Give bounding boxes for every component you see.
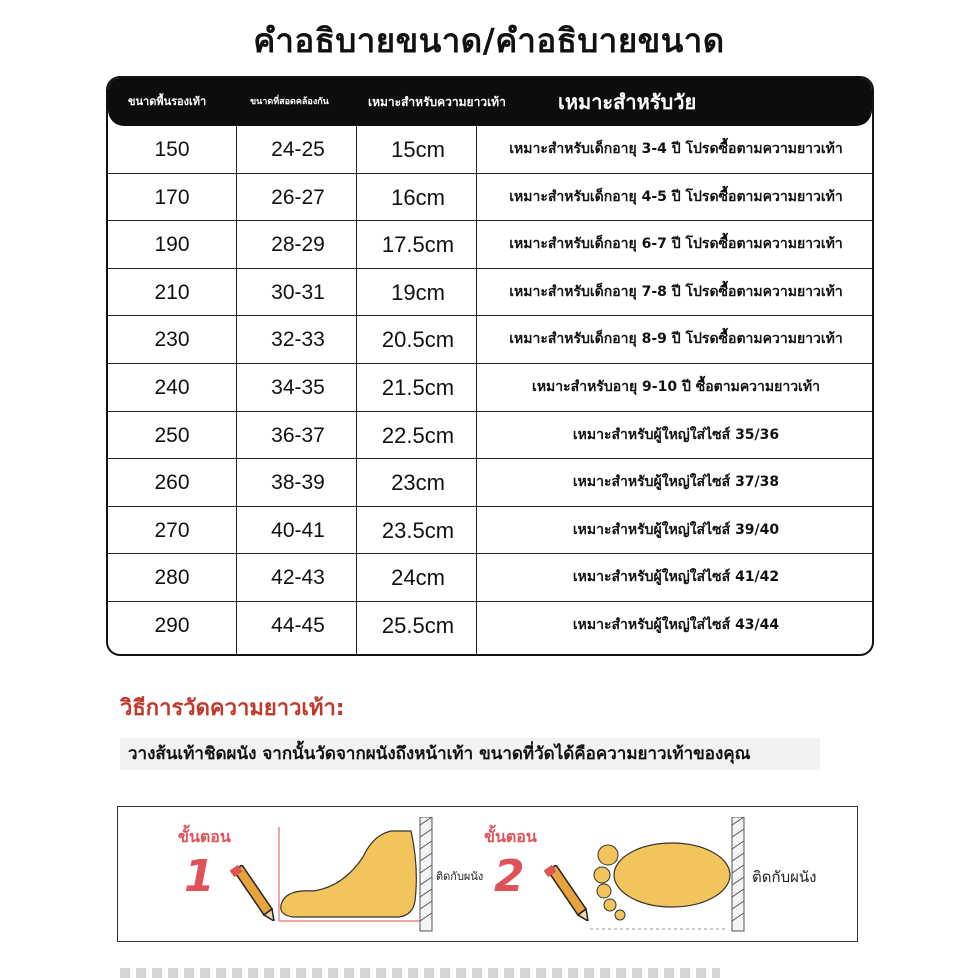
- age-cell: เหมาะสำหรับผู้ใหญ่ใส่ไซส์ 37/38: [572, 474, 780, 491]
- measure-title: วิธีการวัดความยาวเท้า:: [120, 696, 345, 721]
- header-age: เหมาะสำหรับวัย: [558, 90, 697, 114]
- page-title: คำอธิบายขนาด/คำอธิบายขนาด: [253, 21, 725, 60]
- foot-length-cell: 23.5cm: [381, 517, 455, 543]
- age-cell: เหมาะสำหรับผู้ใหญ่ใส่ไซส์ 41/42: [572, 569, 780, 586]
- sole-size-cell: 150: [154, 138, 190, 161]
- eu-size-cell: 30-31: [271, 280, 325, 304]
- age-cell: เหมาะสำหรับเด็กอายุ 6-7 ปี โปรดซื้อตามความยาวเท้า: [509, 236, 843, 253]
- measure-instruction: วางส้นเท้าชิดผนัง จากนั้นวัดจากผนังถึงหน้าเท้า ขนาดที่วัดได้คือความยาวเท้าของคุณ: [120, 738, 820, 770]
- header-sole-size: ขนาดพื้นรองเท้า: [128, 95, 207, 108]
- step1-number: 1: [184, 851, 215, 902]
- foot-length-cell: 20.5cm: [381, 327, 455, 353]
- sole-size-cell: 270: [154, 518, 190, 542]
- eu-size-cell: 34-35: [271, 375, 325, 399]
- age-cell: เหมาะสำหรับเด็กอายุ 4-5 ปี โปรดซื้อตามความยาวเท้า: [509, 188, 843, 205]
- table-row: [108, 126, 872, 174]
- sole-size-cell: 240: [154, 375, 190, 399]
- sole-size-cell: 230: [154, 328, 190, 352]
- pencil-icon: [542, 865, 592, 921]
- eu-size-cell: 26-27: [271, 185, 325, 209]
- header-eu-size: ขนาดที่สอดคล้องกัน: [250, 97, 329, 107]
- eu-size-cell: 28-29: [271, 233, 325, 257]
- foot-length-cell: 17.5cm: [381, 232, 455, 258]
- step2-number: 2: [494, 851, 525, 902]
- step1-label: ขั้นตอน: [178, 827, 231, 846]
- foot-length-cell: 19cm: [391, 279, 445, 305]
- sole-size-cell: 190: [154, 233, 190, 257]
- eu-size-cell: 24-25: [271, 138, 325, 161]
- size-chart-table: [106, 76, 874, 656]
- table-row: [108, 602, 872, 650]
- eu-size-cell: 32-33: [271, 328, 325, 352]
- foot-side-illustration: [273, 817, 433, 937]
- eu-size-cell: 38-39: [271, 471, 325, 495]
- wall-label-1: ติดกับผนัง: [436, 870, 484, 883]
- table-row: [108, 269, 872, 317]
- pencil-icon: [228, 865, 278, 921]
- age-cell: เหมาะสำหรับเด็กอายุ 7-8 ปี โปรดซื้อตามความยาวเท้า: [509, 283, 843, 300]
- wall-icon: [728, 817, 748, 933]
- foot-length-cell: 22.5cm: [381, 422, 455, 448]
- age-cell: เหมาะสำหรับอายุ 9-10 ปี ซื้อตามความยาวเท้า: [532, 378, 820, 395]
- eu-size-cell: 44-45: [271, 613, 325, 637]
- table-header: [108, 78, 872, 126]
- measure-diagram: [117, 806, 858, 942]
- foot-length-cell: 25.5cm: [381, 612, 455, 638]
- table-row: [108, 459, 872, 507]
- table-row: [108, 554, 872, 602]
- table-row: [108, 174, 872, 222]
- age-cell: เหมาะสำหรับผู้ใหญ่ใส่ไซส์ 35/36: [572, 426, 780, 443]
- header-foot-length: เหมาะสำหรับความยาวเท้า: [368, 95, 506, 109]
- wall-icon: [416, 817, 436, 933]
- sole-size-cell: 170: [154, 185, 190, 209]
- table-row: [108, 364, 872, 412]
- cropped-text-line: [120, 968, 720, 978]
- foot-length-cell: 23cm: [391, 470, 445, 496]
- table-row: [108, 221, 872, 269]
- eu-size-cell: 40-41: [271, 518, 325, 542]
- table-row: [108, 316, 872, 364]
- table-row: [108, 507, 872, 555]
- table-row: [108, 412, 872, 460]
- sole-size-cell: 280: [154, 566, 190, 590]
- age-cell: เหมาะสำหรับเด็กอายุ 3-4 ปี โปรดซื้อตามความยาวเท้า: [509, 141, 843, 157]
- foot-length-cell: 21.5cm: [381, 374, 455, 400]
- eu-size-cell: 42-43: [271, 566, 325, 590]
- sole-size-cell: 290: [154, 613, 190, 637]
- foot-length-cell: 16cm: [391, 184, 445, 210]
- foot-length-cell: 15cm: [391, 137, 445, 162]
- step2-label: ขั้นตอน: [484, 827, 537, 846]
- table-body: [108, 126, 872, 650]
- age-cell: เหมาะสำหรับเด็กอายุ 8-9 ปี โปรดซื้อตามความยาวเท้า: [509, 331, 843, 348]
- wall-label-2: ติดกับผนัง: [752, 868, 817, 886]
- sole-size-cell: 250: [154, 423, 190, 447]
- eu-size-cell: 36-37: [271, 423, 325, 447]
- sole-size-cell: 210: [154, 280, 190, 304]
- sole-size-cell: 260: [154, 471, 190, 495]
- age-cell: เหมาะสำหรับผู้ใหญ่ใส่ไซส์ 43/44: [572, 616, 780, 633]
- age-cell: เหมาะสำหรับผู้ใหญ่ใส่ไซส์ 39/40: [572, 521, 780, 538]
- foot-top-illustration: [586, 821, 736, 937]
- foot-length-cell: 24cm: [391, 565, 445, 591]
